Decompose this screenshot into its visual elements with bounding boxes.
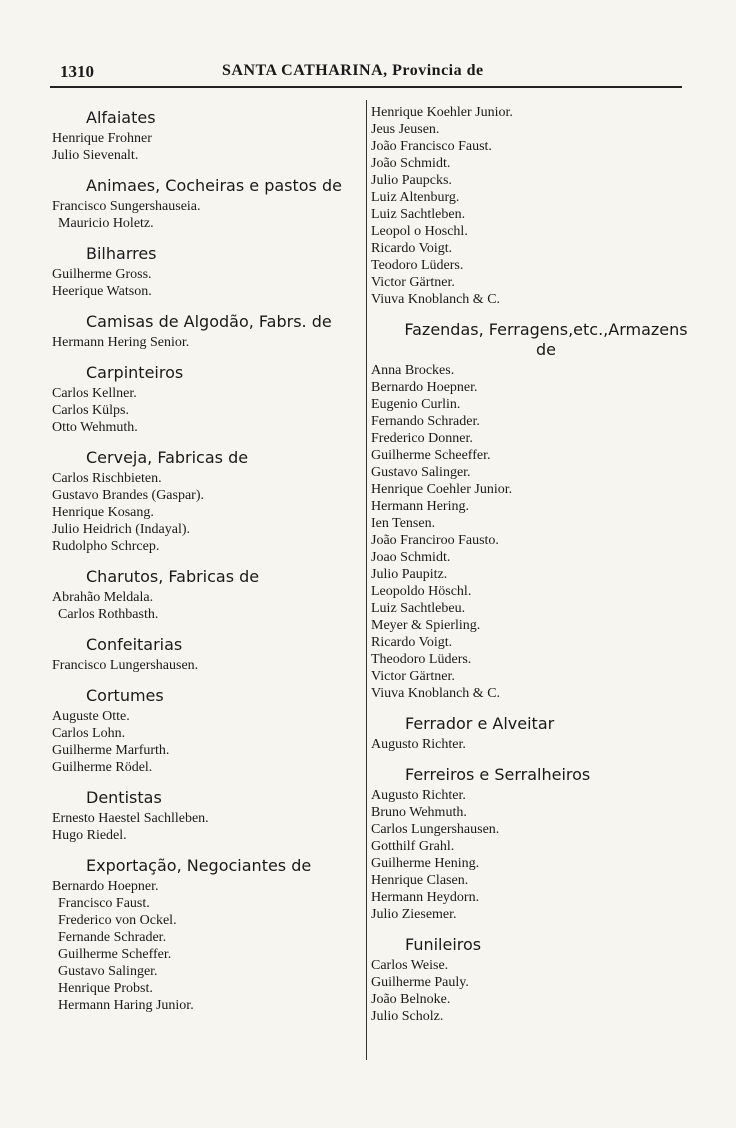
- directory-entry: Guilherme Rödel.: [52, 760, 153, 775]
- directory-entry: Julio Heidrich (Indayal).: [52, 522, 191, 537]
- directory-entry: Henrique Koehler Junior.: [371, 105, 513, 120]
- directory-entry: Ricardo Voigt.: [371, 635, 453, 650]
- directory-entry: Luiz Sachtlebeu.: [371, 601, 466, 616]
- section-charutos-fabricas-de: [52, 567, 358, 623]
- directory-entry: Francisco Sungershauseia.: [52, 199, 201, 214]
- left-column: [52, 104, 358, 1026]
- directory-entry: Francisco Faust.: [58, 896, 150, 911]
- directory-entry: Guilherme Pauly.: [371, 975, 469, 990]
- directory-entry: Augusto Richter.: [371, 737, 466, 752]
- section-alfaiates: [52, 108, 358, 164]
- directory-entry: Carlos Kellner.: [52, 386, 137, 401]
- directory-entry: Hermann Haring Junior.: [58, 998, 194, 1013]
- section-continued: [371, 104, 691, 308]
- directory-entry: Guilherme Hening.: [371, 856, 480, 871]
- directory-entry: Fernande Schrader.: [58, 930, 167, 945]
- section-bilharres: [52, 244, 358, 300]
- directory-entry: Hugo Riedel.: [52, 828, 127, 843]
- column-divider: [366, 100, 367, 1060]
- section-heading: Animaes, Cocheiras e pastos de: [86, 176, 342, 195]
- directory-entry: Frederico von Ockel.: [58, 913, 177, 928]
- directory-entry: Fernando Schrader.: [371, 414, 480, 429]
- directory-entry: Carlos Weise.: [371, 958, 449, 973]
- section-cortumes: [52, 686, 358, 776]
- directory-entry: Viuva Knoblanch & C.: [371, 686, 501, 701]
- directory-entry: Theodoro Lüders.: [371, 652, 472, 667]
- section-confeitarias: [52, 635, 358, 674]
- directory-entry: Luiz Altenburg.: [371, 190, 460, 205]
- directory-entry: Auguste Otte.: [52, 709, 130, 724]
- section-ferrador-e-alveitar: [371, 714, 691, 753]
- directory-entry: Carlos Lohn.: [52, 726, 126, 741]
- directory-entry: Carlos Külps.: [52, 403, 129, 418]
- section-heading: Ferrador e Alveitar: [405, 714, 555, 733]
- directory-entry: Henrique Frohner: [52, 131, 152, 146]
- directory-entry: Ricardo Voigt.: [371, 241, 453, 256]
- directory-entry: Guilherme Gross.: [52, 267, 152, 282]
- directory-entry: João Schmidt.: [371, 156, 451, 171]
- directory-entry: Henrique Probst.: [58, 981, 153, 996]
- section-ferreiros-e-serralheiros: [371, 765, 691, 923]
- directory-entry: Francisco Lungershausen.: [52, 658, 199, 673]
- section-dentistas: [52, 788, 358, 844]
- section-heading: Alfaiates: [86, 108, 156, 127]
- directory-entry: Carlos Lungershausen.: [371, 822, 500, 837]
- directory-entry: Heerique Watson.: [52, 284, 152, 299]
- directory-entry: Gustavo Brandes (Gaspar).: [52, 488, 205, 503]
- directory-entry: João Francisco Faust.: [371, 139, 492, 154]
- header-rule: [50, 86, 682, 88]
- directory-entry: Julio Paupitz.: [371, 567, 448, 582]
- section-cerveja-fabricas-de: [52, 448, 358, 555]
- directory-entry: Carlos Rothbasth.: [58, 607, 159, 622]
- directory-entry: Leopoldo Höschl.: [371, 584, 472, 599]
- directory-entry: Hermann Heydorn.: [371, 890, 480, 905]
- directory-entry: Luiz Sachtleben.: [371, 207, 466, 222]
- directory-entry: Guilherme Marfurth.: [52, 743, 170, 758]
- section-heading: Funileiros: [405, 935, 482, 954]
- directory-entry: Julio Ziesemer.: [371, 907, 457, 922]
- directory-entry: Bernardo Hoepner.: [371, 380, 478, 395]
- section-heading: Ferreiros e Serralheiros: [405, 765, 591, 784]
- section-carpinteiros: [52, 363, 358, 436]
- section-funileiros: [371, 935, 691, 1025]
- directory-entry: Leopol o Hoschl.: [371, 224, 468, 239]
- directory-entry: Anna Brockes.: [371, 363, 455, 378]
- directory-entry: Victor Gärtner.: [371, 669, 455, 684]
- directory-entry: Guilherme Scheeffer.: [371, 448, 491, 463]
- section-fazendas-ferragens-etc-armazens-de: [371, 320, 691, 702]
- section-heading: Bilharres: [86, 244, 157, 263]
- directory-entry: Teodoro Lüders.: [371, 258, 464, 273]
- section-heading: Exportação, Negociantes de: [86, 856, 312, 875]
- directory-entry: Augusto Richter.: [371, 788, 466, 803]
- directory-entry: Rudolpho Schrcep.: [52, 539, 160, 554]
- page-number: 1310: [60, 62, 94, 81]
- directory-entry: Ien Tensen.: [371, 516, 436, 531]
- directory-entry: Hermann Hering.: [371, 499, 469, 514]
- section-heading: Carpinteiros: [86, 363, 184, 382]
- directory-entry: Julio Scholz.: [371, 1009, 444, 1024]
- section-heading: Cerveja, Fabricas de: [86, 448, 249, 467]
- section-heading: Cortumes: [86, 686, 164, 705]
- directory-entry: Otto Wehmuth.: [52, 420, 138, 435]
- directory-entry: João Franciroo Fausto.: [371, 533, 499, 548]
- directory-entry: Mauricio Holetz.: [58, 216, 154, 231]
- directory-entry: João Belnoke.: [371, 992, 451, 1007]
- section-heading: Confeitarias: [86, 635, 183, 654]
- directory-entry: Eugenio Curlin.: [371, 397, 461, 412]
- directory-entry: Meyer & Spierling.: [371, 618, 481, 633]
- section-heading: Camisas de Algodão, Fabrs. de: [86, 312, 332, 331]
- directory-entry: Gustavo Salinger.: [58, 964, 158, 979]
- directory-entry: Carlos Rischbieten.: [52, 471, 162, 486]
- directory-entry: Julio Sievenalt.: [52, 148, 139, 163]
- running-title: SANTA CATHARINA, Provincia de: [222, 62, 484, 79]
- directory-entry: Jeus Jeusen.: [371, 122, 440, 137]
- directory-entry: Abrahão Meldala.: [52, 590, 154, 605]
- directory-entry: Gotthilf Grahl.: [371, 839, 455, 854]
- section-camisas-de-algodao-fabrs-de: [52, 312, 358, 351]
- directory-entry: Ernesto Haestel Sachlleben.: [52, 811, 209, 826]
- directory-entry: Henrique Coehler Junior.: [371, 482, 513, 497]
- directory-entry: Bruno Wehmuth.: [371, 805, 467, 820]
- page-header: [50, 62, 678, 84]
- directory-entry: Gustavo Salinger.: [371, 465, 471, 480]
- directory-entry: Joao Schmidt.: [371, 550, 451, 565]
- directory-entry: Guilherme Scheffer.: [58, 947, 172, 962]
- directory-entry: Henrique Kosang.: [52, 505, 154, 520]
- section-exportacao-negociantes-de: [52, 856, 358, 1014]
- section-heading: Fazendas, Ferragens,etc.,Armazens de: [404, 320, 688, 359]
- section-heading: Charutos, Fabricas de: [86, 567, 260, 586]
- directory-entry: Victor Gärtner.: [371, 275, 455, 290]
- directory-entry: Bernardo Hoepner.: [52, 879, 159, 894]
- directory-entry: Hermann Hering Senior.: [52, 335, 190, 350]
- directory-entry: Viuva Knoblanch & C.: [371, 292, 501, 307]
- directory-entry: Julio Paupcks.: [371, 173, 452, 188]
- directory-entry: Henrique Clasen.: [371, 873, 469, 888]
- section-heading: Dentistas: [86, 788, 162, 807]
- right-column: [371, 104, 691, 1037]
- section-animaes-cocheiras-e-pastos-de: [52, 176, 358, 232]
- directory-entry: Frederico Donner.: [371, 431, 473, 446]
